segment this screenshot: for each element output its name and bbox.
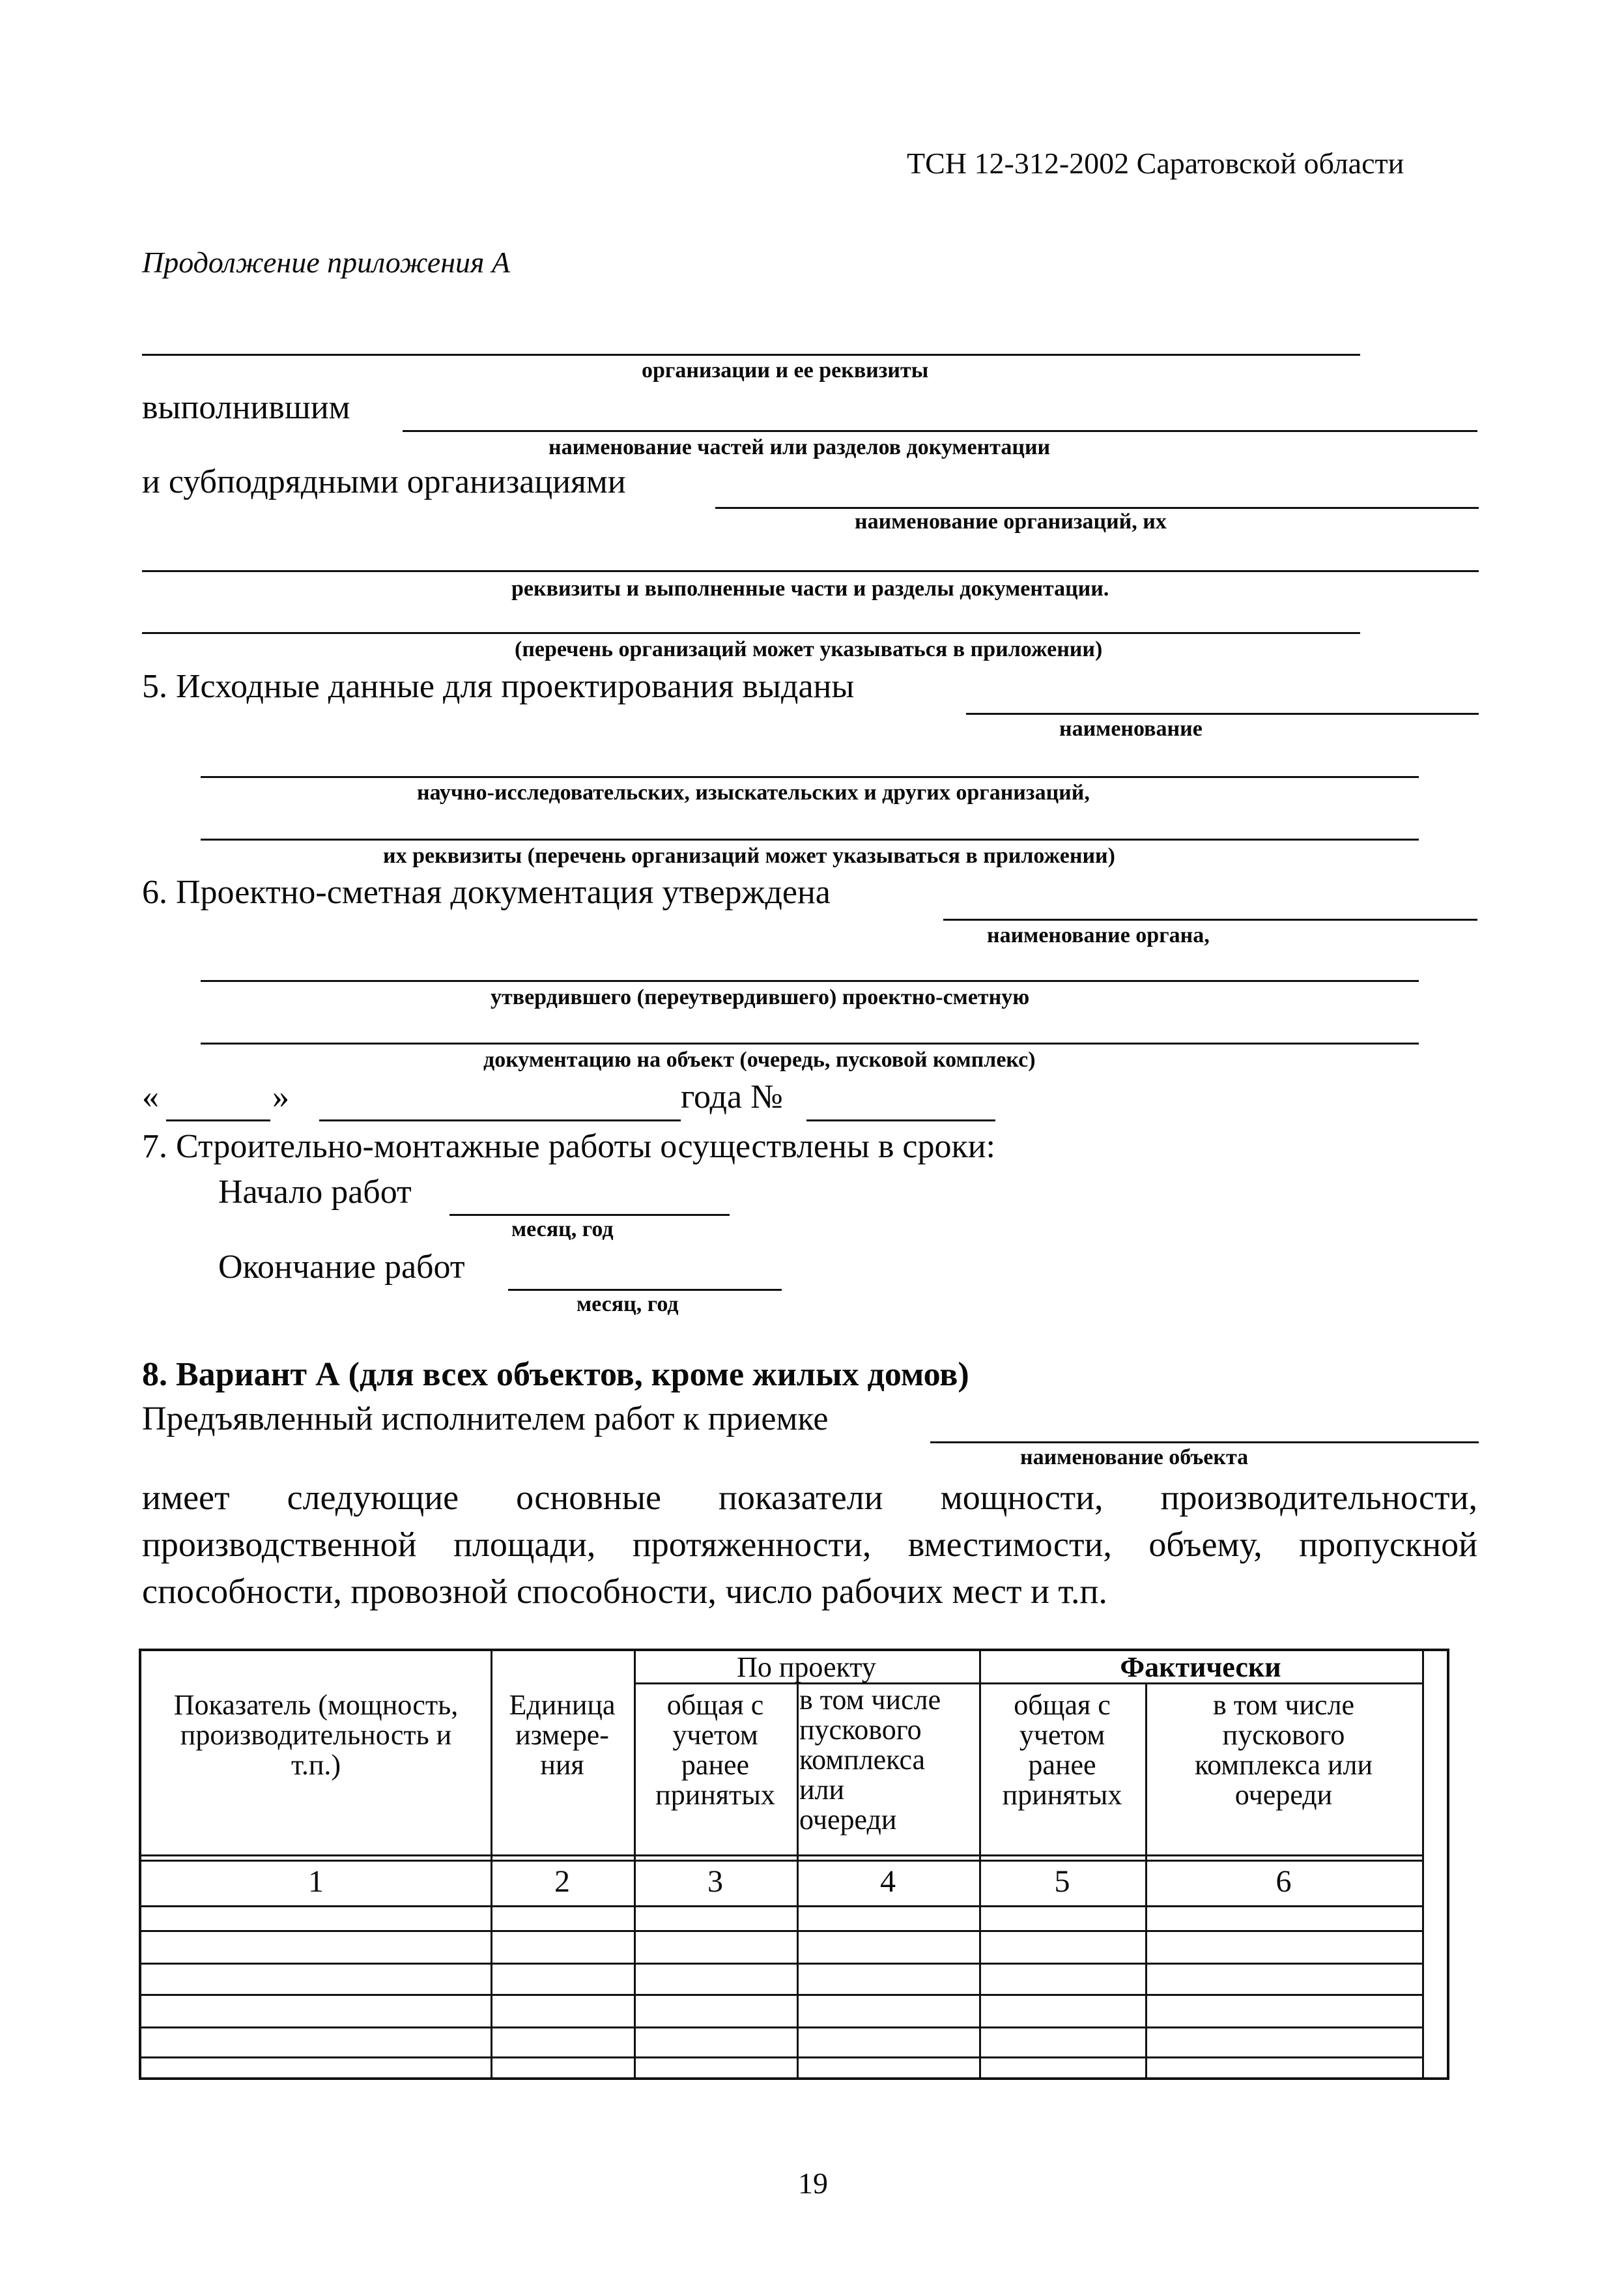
header-actual-total bbox=[979, 1690, 1145, 1810]
blank-line bbox=[319, 1119, 681, 1121]
page-number: 19 bbox=[798, 2167, 828, 2200]
blank-line bbox=[930, 1441, 1479, 1443]
caption-docs-on-object: документацию на объект (очередь, пусковой комплекс) bbox=[483, 1048, 1036, 1072]
item6-label: 6. Проектно-сметная документация утверждена bbox=[142, 874, 831, 911]
caption-research-orgs: научно-исследовательских, изыскательских и других организаций, bbox=[417, 781, 1090, 805]
header-project-launch-line: или bbox=[799, 1774, 845, 1806]
caption-org-requisites: организации и ее реквизиты bbox=[642, 358, 929, 382]
indicators-table bbox=[139, 1649, 1449, 2080]
header-project-launch-line: в том числе bbox=[799, 1684, 941, 1716]
caption-requisites-parts: реквизиты и выполненные части и разделы документации. bbox=[511, 577, 1109, 601]
header-indicator-line: т.п.) bbox=[291, 1749, 341, 1781]
blank-line bbox=[403, 430, 1477, 432]
header-actual-total-line: учетом bbox=[1019, 1719, 1105, 1751]
table-col-divider bbox=[1422, 1651, 1424, 2077]
caption-requisites-list: их реквизиты (перечень организаций может указываться в приложении) bbox=[383, 844, 1115, 868]
header-actual: Фактически bbox=[1120, 1651, 1281, 1683]
column-number: 6 bbox=[1275, 1864, 1292, 1899]
blank-line bbox=[943, 919, 1477, 921]
column-number: 1 bbox=[308, 1864, 324, 1899]
document-code: ТСН 12-312-2002 Саратовской области bbox=[907, 147, 1404, 180]
header-project-total-line: принятых bbox=[655, 1779, 775, 1811]
blank-line bbox=[966, 713, 1479, 715]
column-number: 2 bbox=[554, 1864, 570, 1899]
table-row-divider bbox=[141, 1963, 1422, 1965]
header-project-total-line: учетом bbox=[672, 1719, 758, 1751]
table-row-divider bbox=[141, 1905, 1422, 1907]
caption-name: наименование bbox=[1059, 717, 1203, 741]
item7-label: 7. Строительно-монтажные работы осуществлены в сроки: bbox=[142, 1128, 996, 1165]
header-by-project: По проекту bbox=[737, 1651, 876, 1683]
header-actual-launch-line: очереди bbox=[1234, 1779, 1333, 1811]
blank-line bbox=[201, 776, 1419, 778]
table-row-divider bbox=[141, 1930, 1422, 1932]
caption-approved-by: утвердившего (переутвердившего) проектно-сметную bbox=[491, 985, 1030, 1009]
header-actual-launch-line: пускового bbox=[1222, 1719, 1345, 1751]
blank-line bbox=[806, 1119, 995, 1121]
column-number: 5 bbox=[1054, 1864, 1070, 1899]
header-project-total-line: ранее bbox=[681, 1749, 750, 1781]
blank-line bbox=[201, 980, 1419, 982]
caption-month-year-end: месяц, год bbox=[577, 1292, 679, 1316]
header-project-launch-line: комплекса bbox=[799, 1744, 926, 1776]
header-unit-line: ния bbox=[540, 1749, 584, 1781]
table-row-divider bbox=[141, 2056, 1422, 2058]
blank-line bbox=[449, 1214, 730, 1216]
caption-list-appendix: (перечень организаций может указываться в приложении) bbox=[515, 637, 1103, 661]
date-open-quote: « bbox=[142, 1078, 159, 1116]
header-project-total bbox=[634, 1690, 797, 1810]
end-label: Окончание работ bbox=[218, 1248, 465, 1286]
header-unit-line: измере- bbox=[515, 1719, 609, 1751]
header-project-launch bbox=[799, 1685, 979, 1835]
caption-parts-name: наименование частей или разделов документации bbox=[548, 435, 1051, 459]
blank-line bbox=[201, 839, 1419, 841]
blank-line bbox=[508, 1289, 782, 1291]
header-project-launch-line: пускового bbox=[799, 1714, 922, 1746]
header-unit-line: Единица bbox=[509, 1689, 616, 1721]
caption-organ-name: наименование органа, bbox=[987, 923, 1210, 947]
header-project-total-line: общая с bbox=[666, 1689, 764, 1721]
column-number: 3 bbox=[707, 1864, 723, 1899]
date-close-quote: » bbox=[272, 1078, 289, 1116]
indicators-paragraph: имеет следующие основные показатели мощности, производительности, производственной площади, протяженности, вместимости, объему, пропускной способности, провозной способности, число рабочих мест и т.п. bbox=[142, 1478, 1477, 1611]
variant-heading: 8. Вариант А (для всех объектов, кроме жилых домов) bbox=[142, 1356, 969, 1393]
header-actual-launch-line: в том числе bbox=[1212, 1689, 1355, 1721]
item5-label: 5. Исходные данные для проектирования выданы bbox=[142, 668, 855, 705]
header-indicator-line: Показатель (мощность, bbox=[173, 1689, 459, 1721]
table-row-divider bbox=[141, 1854, 1422, 1856]
blank-line bbox=[201, 1043, 1419, 1045]
subcontract-label: и субподрядными организациями bbox=[142, 463, 626, 500]
executed-label: выполнившим bbox=[142, 389, 350, 426]
blank-line bbox=[142, 632, 1360, 634]
continuation-label: Продолжение приложения А bbox=[142, 246, 511, 279]
header-unit bbox=[491, 1690, 634, 1780]
caption-orgs-name: наименование организаций, их bbox=[855, 510, 1167, 534]
header-actual-total-line: общая с bbox=[1014, 1689, 1111, 1721]
caption-object-name: наименование объекта bbox=[1020, 1445, 1249, 1469]
presented-label: Предъявленный исполнителем работ к приемке bbox=[142, 1400, 829, 1437]
table-row-divider bbox=[141, 1860, 1422, 1862]
blank-line bbox=[166, 1119, 270, 1121]
blank-line bbox=[715, 507, 1479, 509]
year-number-label: года № bbox=[681, 1078, 783, 1116]
header-actual-launch-line: комплекса или bbox=[1194, 1749, 1373, 1781]
blank-line bbox=[142, 354, 1360, 356]
header-indicator bbox=[141, 1690, 491, 1780]
header-indicator-line: производительность и bbox=[180, 1719, 452, 1751]
caption-month-year-start: месяц, год bbox=[511, 1217, 614, 1241]
header-actual-total-line: ранее bbox=[1028, 1749, 1096, 1781]
table-row-divider bbox=[141, 1994, 1422, 1996]
table-row-divider bbox=[141, 2026, 1422, 2028]
header-actual-launch bbox=[1145, 1690, 1422, 1810]
column-number: 4 bbox=[880, 1864, 896, 1899]
blank-line bbox=[142, 570, 1479, 572]
header-project-launch-line: очереди bbox=[799, 1804, 897, 1836]
start-label: Начало работ bbox=[218, 1174, 412, 1211]
header-actual-total-line: принятых bbox=[1002, 1779, 1122, 1811]
